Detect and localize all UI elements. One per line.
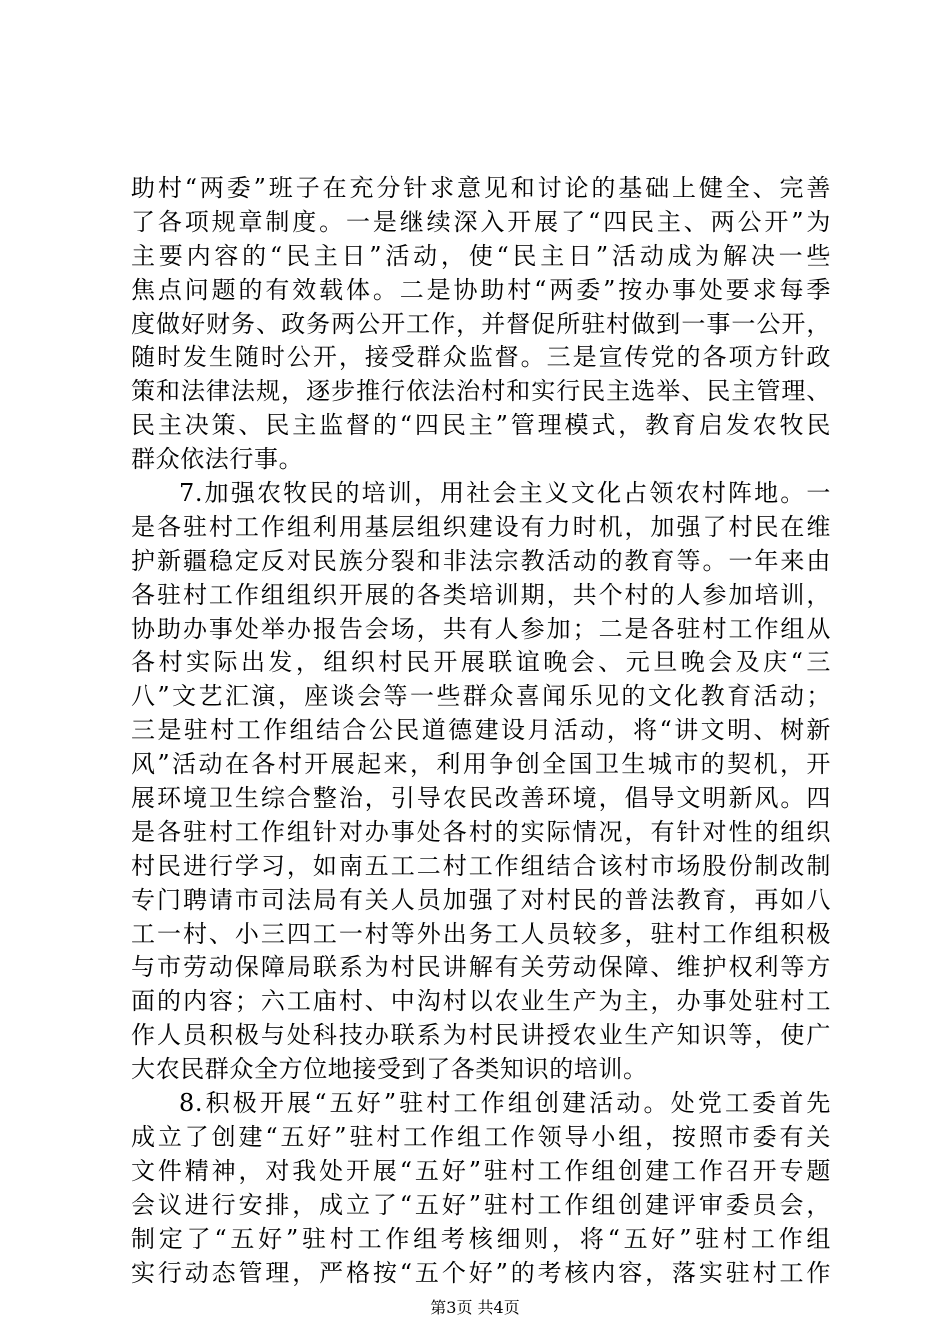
- text-line: 风”活动在各村开展起来，利用争创全国卫生城市的契机，开: [131, 750, 831, 779]
- text-line: 村民进行学习，如南五工二村工作组结合该村市场股份制改制: [131, 851, 831, 880]
- page-footer: [0, 1295, 950, 1318]
- text-line: 助村“两委”班子在充分针求意见和讨论的基础上健全、完善: [131, 174, 831, 202]
- text-line: 作人员积极与处科技办联系为村民讲授农业生产知识等，使广: [131, 1021, 831, 1050]
- document-body: [131, 172, 831, 1290]
- text-line: 三是驻村工作组结合公民道德建设月活动，将“讲文明、树新: [131, 716, 831, 745]
- paragraph-8-start: 8.积极开展“五好”驻村工作组创建活动。处党工委首先: [179, 1089, 831, 1118]
- text-line: 专门聘请市司法局有关人员加强了对村民的普法教育，再如八: [131, 885, 831, 914]
- text-line: 策和法律法规，逐步推行依法治村和实行民主选举、民主管理、: [131, 377, 831, 406]
- text-line: 随时发生随时公开，接受群众监督。三是宣传党的各项方针政: [131, 343, 831, 372]
- text-line: 面的内容；六工庙村、中沟村以农业生产为主，办事处驻村工: [131, 987, 831, 1016]
- text-line: 度做好财务、政务两公开工作，并督促所驻村做到一事一公开，: [131, 309, 831, 338]
- text-line: 了各项规章制度。一是继续深入开展了“四民主、两公开”为: [131, 207, 831, 236]
- text-line: 实行动态管理，严格按“五个好”的考核内容，落实驻村工作: [131, 1258, 831, 1287]
- text-line: 是各驻村工作组利用基层组织建设有力时机，加强了村民在维: [131, 512, 831, 541]
- text-line: 成立了创建“五好”驻村工作组工作领导小组，按照市委有关: [131, 1122, 831, 1151]
- text-line: 工一村、小三四工一村等外出务工人员较多，驻村工作组积极: [131, 919, 831, 948]
- text-line: 群众依法行事。: [131, 445, 304, 474]
- text-line: 展环境卫生综合整治，引导农民改善环境，倡导文明新风。四: [131, 784, 831, 813]
- paragraph-7-start: 7.加强农牧民的培训，用社会主义文化占领农村阵地。一: [179, 479, 831, 508]
- text-line: 八”文艺汇演，座谈会等一些群众喜闻乐见的文化教育活动；: [131, 682, 831, 711]
- text-line: 制定了“五好”驻村工作组考核细则，将“五好”驻村工作组: [131, 1224, 831, 1253]
- text-line: 协助办事处举办报告会场，共有人参加；二是各驻村工作组从: [131, 614, 831, 643]
- text-line: 文件精神，对我处开展“五好”驻村工作组创建工作召开专题: [131, 1156, 831, 1185]
- text-line: 焦点问题的有效载体。二是协助村“两委”按办事处要求每季: [131, 275, 831, 304]
- text-line: 各驻村工作组组织开展的各类培训期，共个村的人参加培训，: [131, 580, 831, 609]
- text-line: 护新疆稳定反对民族分裂和非法宗教活动的教育等。一年来由: [131, 546, 831, 575]
- text-line: 会议进行安排，成立了“五好”驻村工作组创建评审委员会，: [131, 1190, 831, 1219]
- text-line: 是各驻村工作组针对办事处各村的实际情况，有针对性的组织: [131, 817, 831, 846]
- page-number-label: 第3页 共4页: [430, 1298, 520, 1317]
- text-line: 主要内容的“民主日”活动，使“民主日”活动成为解决一些: [131, 241, 831, 270]
- text-line: 与市劳动保障局联系为村民讲解有关劳动保障、维护权利等方: [131, 953, 831, 982]
- text-line: 民主决策、民主监督的“四民主”管理模式，教育启发农牧民: [131, 411, 831, 440]
- text-line: 大农民群众全方位地接受到了各类知识的培训。: [131, 1055, 648, 1084]
- text-line: 各村实际出发，组织村民开展联谊晚会、元旦晚会及庆“三: [131, 648, 831, 677]
